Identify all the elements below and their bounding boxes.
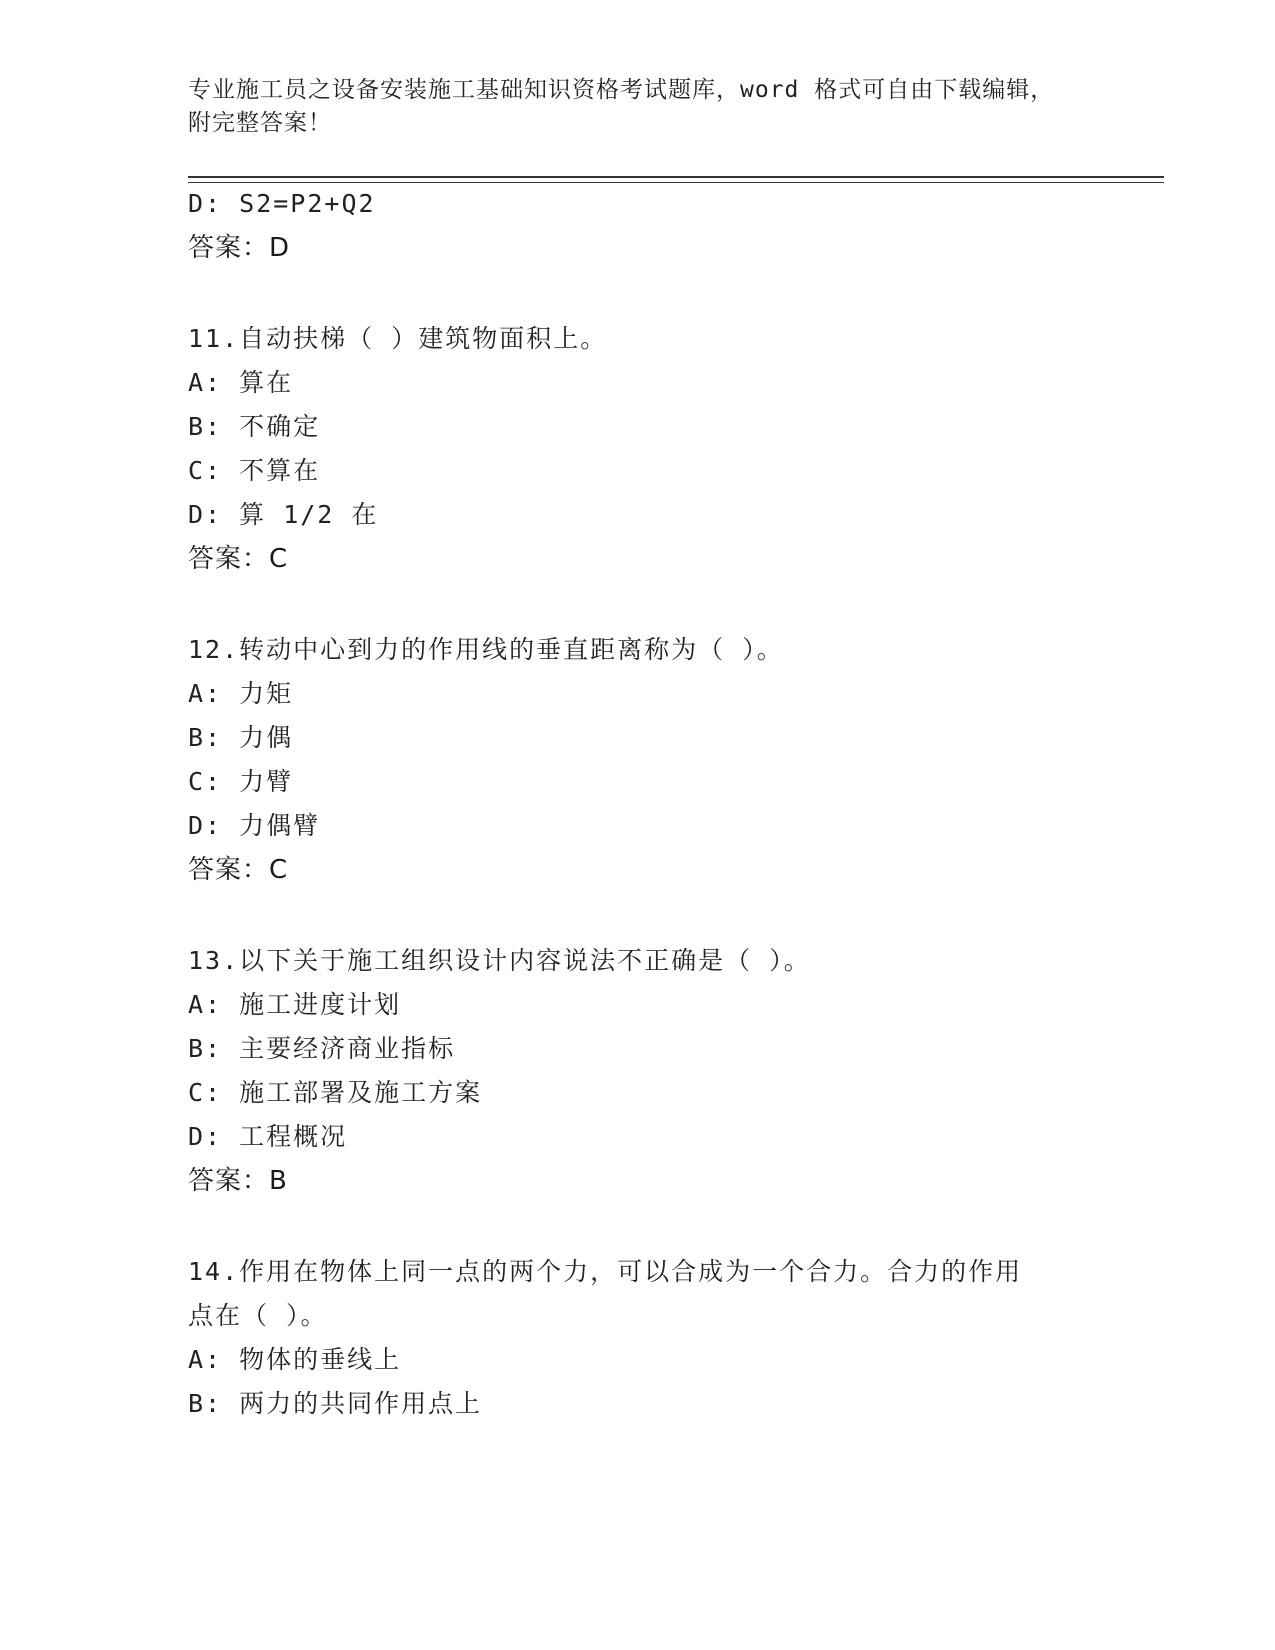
q13-option-d: D: 工程概况 (188, 1122, 348, 1151)
q13-stem: 13.以下关于施工组织设计内容说法不正确是（ ）。 (188, 946, 811, 975)
q14-stem-line-2: 点在（ ）。 (188, 1301, 328, 1330)
q11-answer: 答案：C (188, 544, 289, 574)
q13-option-a: A: 施工进度计划 (188, 990, 402, 1019)
q12-option-a: A: 力矩 (188, 679, 294, 708)
q14-stem-line-1: 14.作用在物体上同一点的两个力，可以合成为一个合力。合力的作用 (188, 1257, 1023, 1286)
header-line-1: 专业施工员之设备安装施工基础知识资格考试题库，word 格式可自由下载编辑， (188, 77, 1055, 103)
q14-option-a: A: 物体的垂线上 (188, 1345, 402, 1374)
q12-option-d: D: 力偶臂 (188, 811, 321, 840)
q11-option-c: C: 不算在 (188, 456, 321, 485)
q12-stem: 12.转动中心到力的作用线的垂直距离称为（ ）。 (188, 635, 784, 664)
q11-option-a: A: 算在 (188, 368, 294, 397)
q14-option-b: B: 两力的共同作用点上 (188, 1389, 483, 1418)
q12-answer: 答案：C (188, 855, 289, 885)
prev-option-d: D: S2=P2+Q2 (188, 189, 376, 218)
q12-option-c: C: 力臂 (188, 767, 294, 796)
q13-option-c: C: 施工部署及施工方案 (188, 1078, 483, 1107)
q12-option-b: B: 力偶 (188, 723, 294, 752)
q11-option-d: D: 算 1/2 在 (188, 500, 379, 529)
header-divider-thin (188, 182, 1164, 183)
q11-option-b: B: 不确定 (188, 412, 321, 441)
header-divider-thick (188, 176, 1164, 178)
q13-answer: 答案：B (188, 1166, 288, 1196)
document-header (188, 74, 1108, 140)
q11-stem: 11.自动扶梯（ ）建筑物面积上。 (188, 324, 608, 353)
prev-answer: 答案：D (188, 233, 291, 263)
q13-option-b: B: 主要经济商业指标 (188, 1034, 456, 1063)
header-line-2: 附完整答案！ (188, 110, 332, 136)
